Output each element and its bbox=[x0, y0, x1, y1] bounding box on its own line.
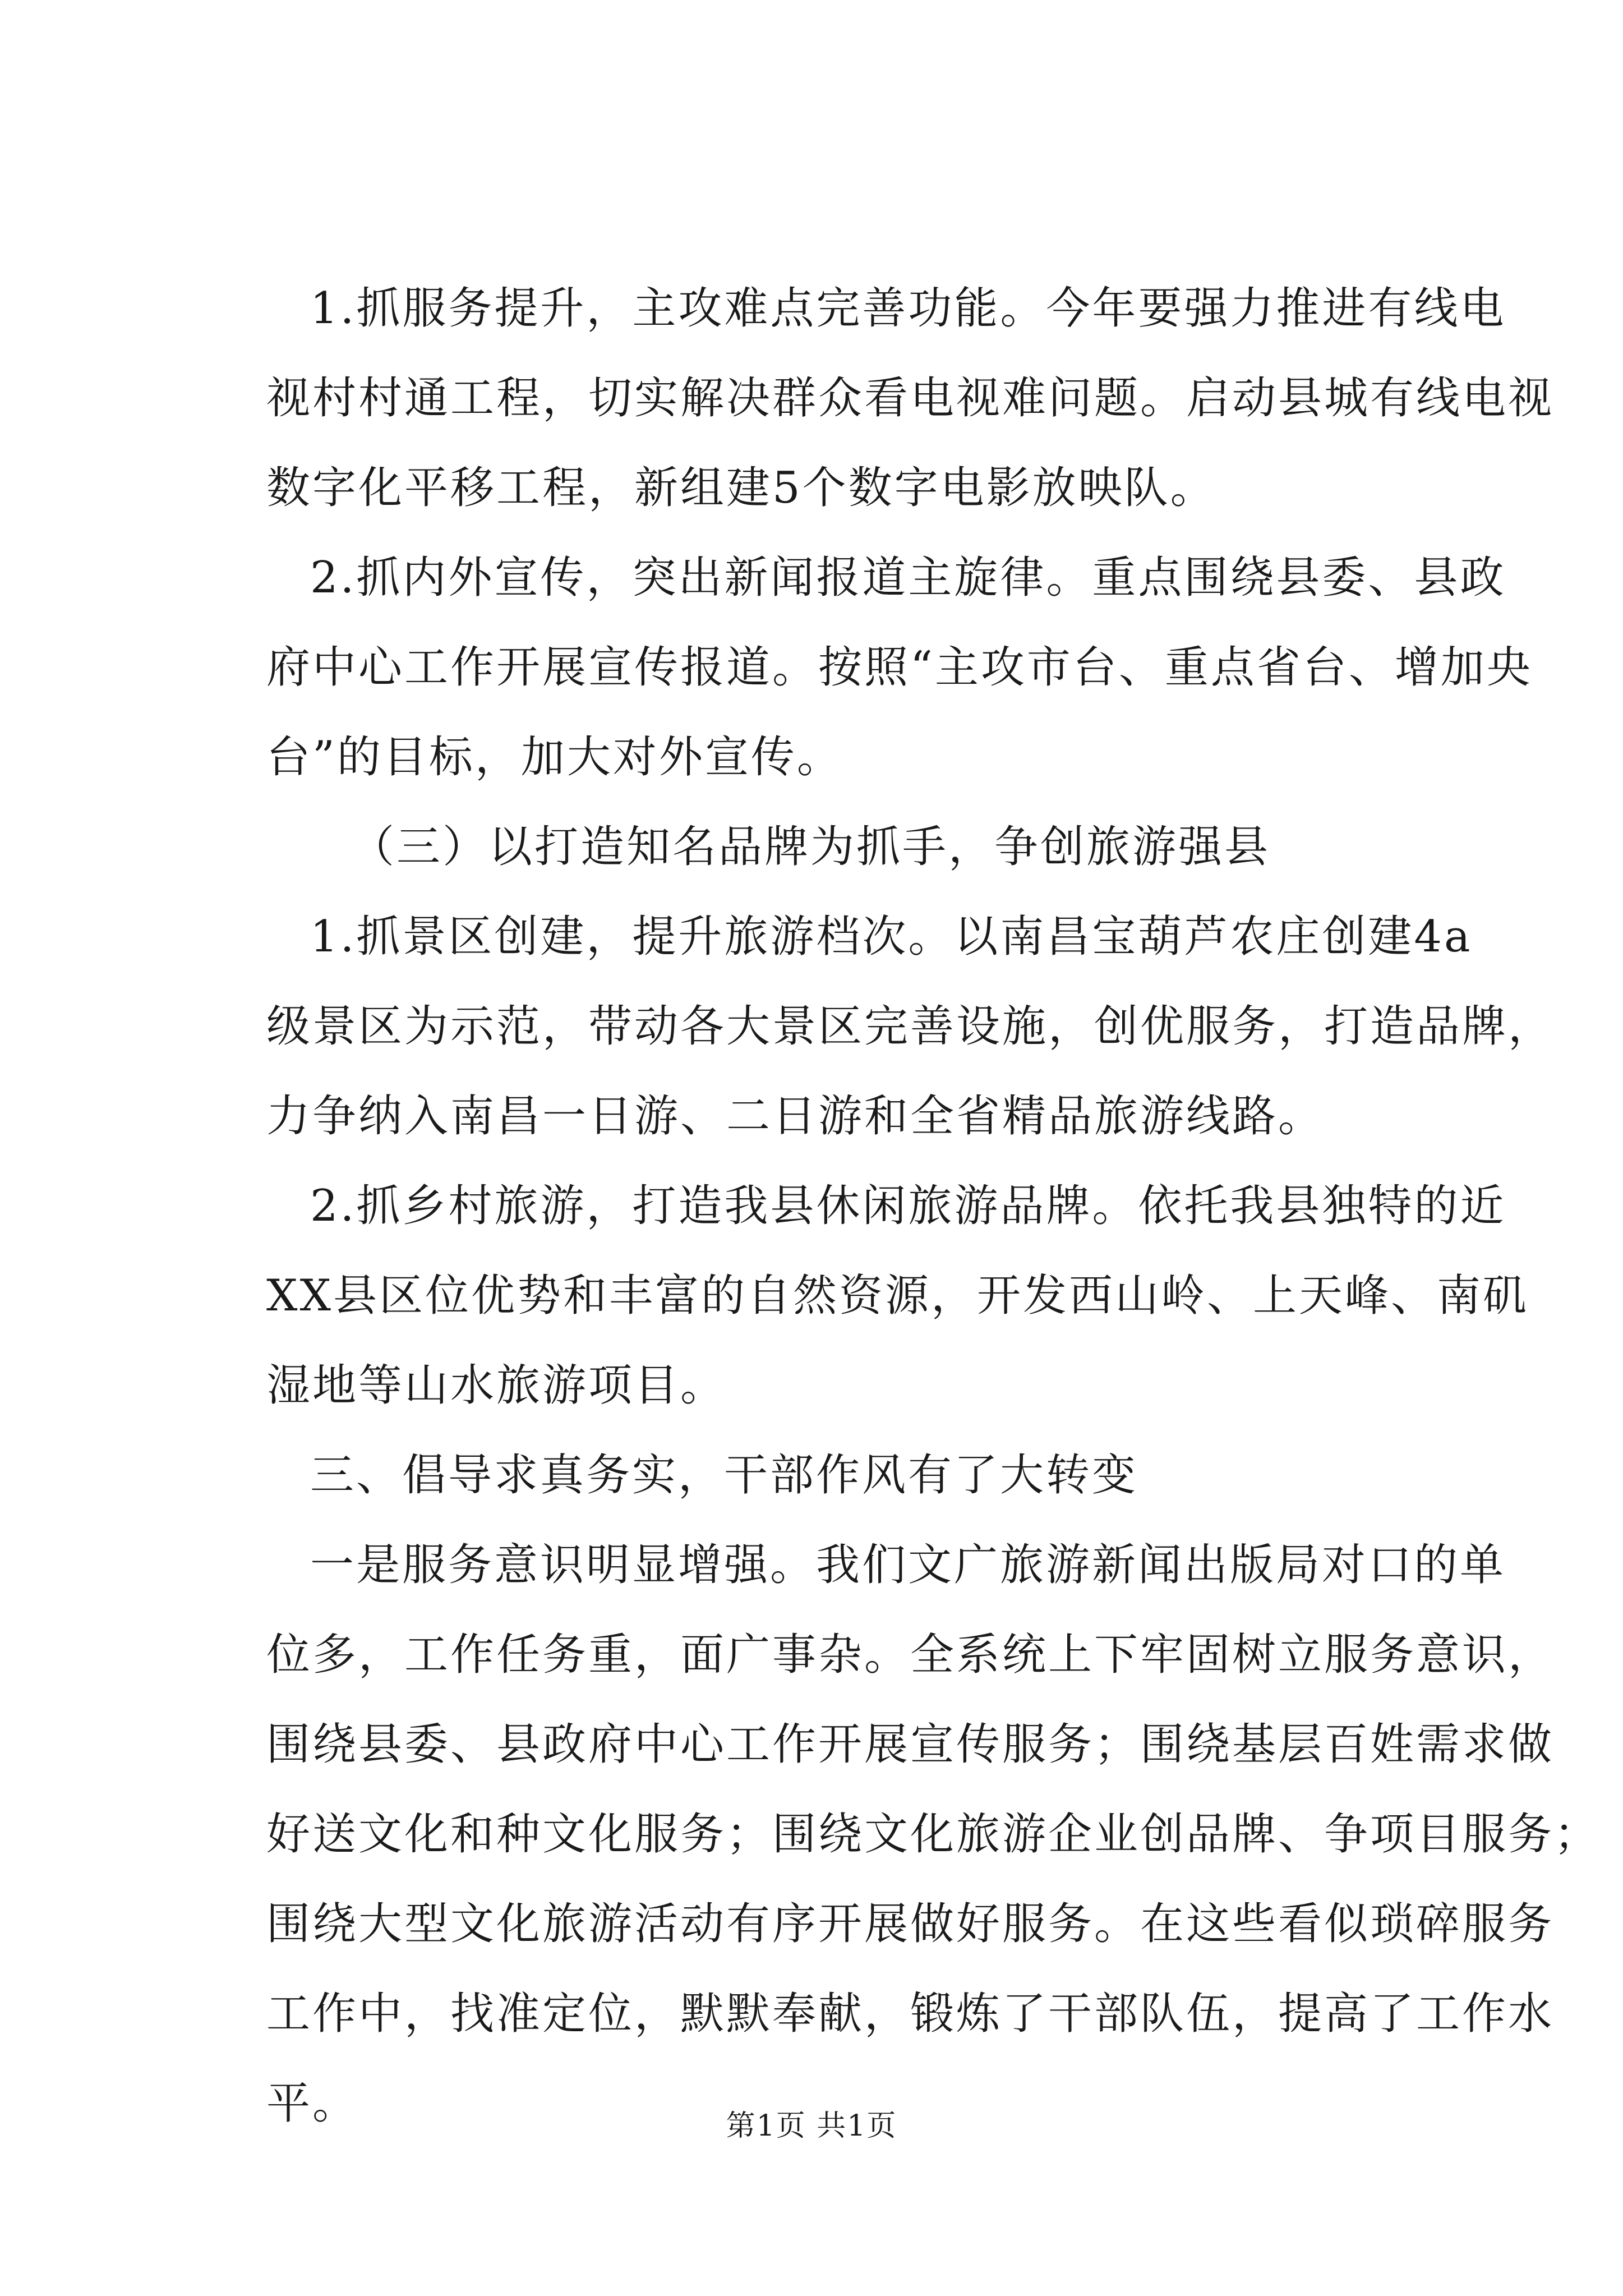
heading-text: （三）以打造知名品牌为抓手，争创旅游强县 bbox=[351, 822, 1271, 872]
text-line: 平。 bbox=[266, 2078, 359, 2129]
page-footer: 第1页 共1页 bbox=[726, 2109, 897, 2143]
text-line: 2.抓乡村旅游，打造我县休闲旅游品牌。依托我县独特的近 bbox=[310, 1181, 1506, 1231]
text-line: XX县区位优势和丰富的自然资源，开发西山岭、上天峰、南矶 bbox=[266, 1271, 1529, 1321]
text-line: 好送文化和种文化服务；围绕文化旅游企业创品牌、争项目服务； bbox=[266, 1809, 1601, 1860]
text-line: 位多，工作任务重，面广事杂。全系统上下牢固树立服务意识， bbox=[266, 1630, 1555, 1680]
text-line: 力争纳入南昌一日游、二日游和全省精品旅游线路。 bbox=[266, 1091, 1325, 1142]
text-line: 工作中，找准定位，默默奉献，锻炼了干部队伍，提高了工作水 bbox=[266, 1989, 1555, 2039]
text-line: 1.抓服务提升，主攻难点完善功能。今年要强力推进有线电 bbox=[310, 283, 1506, 334]
text-line: 台”的目标，加大对外宣传。 bbox=[266, 732, 843, 783]
text-line: 1.抓景区创建，提升旅游档次。以南昌宝葫芦农庄创建4a bbox=[310, 912, 1473, 962]
text-line: 府中心工作开展宣传报道。按照“主攻市台、重点省台、增加央 bbox=[266, 642, 1533, 693]
paragraph-3 bbox=[266, 892, 1555, 1161]
text-line: 三、倡导求真务实，干部作风有了大转变 bbox=[310, 1450, 1138, 1501]
text-line: 一是服务意识明显增强。我们文广旅游新闻出版局对口的单 bbox=[310, 1540, 1506, 1590]
text-line: 围绕大型文化旅游活动有序开展做好服务。在这些看似琐碎服务 bbox=[266, 1899, 1555, 1949]
paragraph-5 bbox=[266, 1520, 1601, 2148]
section-heading bbox=[266, 802, 1405, 892]
document-body bbox=[266, 264, 1601, 2148]
text-line: 湿地等山水旅游项目。 bbox=[266, 1360, 727, 1411]
text-line: 围绕县委、县政府中心工作开展宣传服务；围绕基层百姓需求做 bbox=[266, 1719, 1555, 1770]
paragraph-2 bbox=[266, 533, 1533, 802]
text-line: 2.抓内外宣传，突出新闻报道主旋律。重点围绕县委、县政 bbox=[310, 553, 1506, 603]
text-line: 视村村通工程，切实解决群众看电视难问题。启动县城有线电视 bbox=[266, 373, 1555, 424]
text-line: 级景区为示范，带动各大景区完善设施，创优服务，打造品牌， bbox=[266, 1001, 1555, 1052]
paragraph-1 bbox=[266, 264, 1555, 533]
paragraph-4 bbox=[266, 1161, 1529, 1430]
text-line: 数字化平移工程，新组建5个数字电影放映队。 bbox=[266, 463, 1216, 513]
section-title bbox=[266, 1430, 1405, 1520]
